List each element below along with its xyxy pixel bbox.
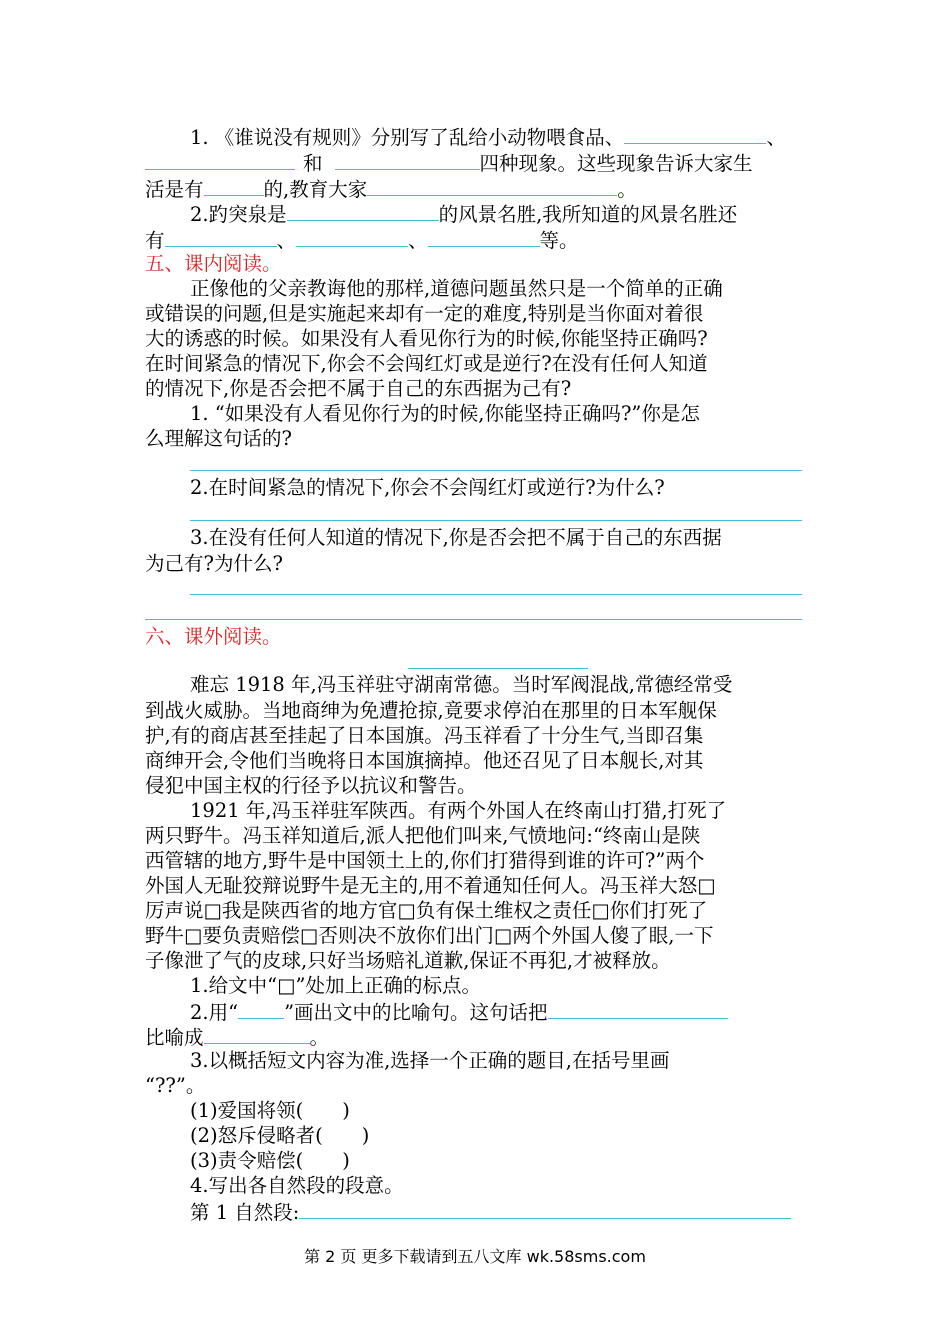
s6-p2-line: 野牛□要负责赔偿□否则决不放你们出门□两个外国人傻了眼,一下 — [145, 924, 714, 947]
s5-q3-line1: 3.在没有任何人知道的情况下,你是否会把不属于自己的东西据 — [190, 526, 722, 549]
answer-blank[interactable] — [287, 200, 439, 221]
answer-line[interactable] — [145, 619, 802, 620]
s4-q1-line2: 和 四种现象。这些现象告诉大家生 — [145, 149, 805, 177]
underline-sample — [238, 998, 284, 1019]
s6-p1-line: 护,有的商店甚至挂起了日本国旗。冯玉祥看了十分生气,当即召集 — [145, 724, 704, 747]
answer-blank[interactable] — [145, 149, 295, 170]
s6-q2-line1: 2.用“ ”画出文中的比喻句。这句话把 — [190, 998, 850, 1026]
s6-q4: 4.写出各自然段的段意。 — [190, 1174, 404, 1197]
s5-passage-line: 或错误的问题,但是实施起来却有一定的难度,特别是当你面对着很 — [145, 302, 704, 325]
s6-q4-p1: 第 1 自然段: — [190, 1198, 850, 1226]
s4-q1-line3: 活是有 的,教育大家 。 — [145, 175, 805, 203]
s5-passage-line: 在时间紧急的情况下,你会不会闯红灯或是逆行?在没有任何人知道 — [145, 352, 708, 375]
s4-q2-line1: 2.趵突泉是 的风景名胜,我所知道的风景名胜还 — [190, 200, 850, 228]
s6-p2-line: 西管辖的地方,野牛是中国领土上的,你们打猎得到谁的许可?”两个 — [145, 849, 705, 872]
s6-p2-line: 厉声说□我是陕西省的地方官□负有保土维权之责任□你们打死了 — [145, 899, 708, 922]
answer-line[interactable] — [190, 470, 802, 471]
answer-blank[interactable] — [165, 226, 277, 247]
answer-blank[interactable] — [548, 998, 728, 1019]
s5-q1-line1: 1. “如果没有人看见你行为的时候,你能坚持正确吗?”你是怎 — [190, 402, 700, 425]
s6-p2-line: 子像泄了气的皮球,只好当场赔礼道歉,保证不再犯,才被释放。 — [145, 949, 671, 972]
s6-p1-line: 难忘 1918 年,冯玉祥驻守湖南常德。当时军阀混战,常德经常受 — [190, 673, 733, 696]
answer-blank[interactable] — [367, 175, 617, 196]
answer-blank[interactable] — [204, 175, 264, 196]
s6-option[interactable]: (2)怒斥侵略者( ) — [190, 1124, 370, 1147]
s6-p2-line: 1921 年,冯玉祥驻军陕西。有两个外国人在终南山打猎,打死了 — [190, 799, 727, 822]
section5-heading: 五、课内阅读。 — [145, 252, 282, 275]
section6-heading: 六、课外阅读。 — [145, 625, 282, 648]
s6-option[interactable]: (1)爱国将领( ) — [190, 1099, 350, 1122]
s5-passage-line: 正像他的父亲教诲他的那样,道德问题虽然只是一个简单的正确 — [190, 277, 723, 300]
s6-p1-line: 侵犯中国主权的行径予以抗议和警告。 — [145, 774, 477, 797]
s4-q1-line1: 1. 《谁说没有规则》分别写了乱给小动物喂食品、 、 — [190, 123, 850, 151]
s6-p2-line: 两只野牛。冯玉祥知道后,派人把他们叫来,气愤地问:“终南山是陕 — [145, 824, 701, 847]
s6-p1-line: 到战火威胁。当地商绅为免遭抢掠,竟要求停泊在那里的日本军舰保 — [145, 699, 717, 722]
s5-q2: 2.在时间紧急的情况下,你会不会闯红灯或逆行?为什么? — [190, 476, 665, 499]
s6-option[interactable]: (3)责令赔偿( ) — [190, 1149, 350, 1172]
s6-q1: 1.给文中“□”处加上正确的标点。 — [190, 974, 481, 997]
answer-line[interactable] — [190, 520, 802, 521]
answer-blank[interactable] — [296, 226, 408, 247]
answer-blank[interactable] — [624, 123, 766, 144]
s5-passage-line: 大的诱惑的时候。如果没有人看见你行为的时候,你能坚持正确吗? — [145, 327, 708, 350]
answer-blank[interactable] — [204, 1023, 310, 1044]
answer-blank[interactable] — [299, 1198, 791, 1219]
page-footer: 第 2 页 更多下载请到五八文库 wk.58sms.com — [304, 1247, 646, 1266]
s5-q3-line2: 为己有?为什么? — [145, 552, 283, 575]
answer-line[interactable] — [190, 594, 802, 595]
title-blank[interactable] — [408, 668, 588, 669]
s6-q3-line1: 3.以概括短文内容为准,选择一个正确的题目,在括号里画 — [190, 1049, 670, 1072]
answer-blank[interactable] — [428, 226, 540, 247]
answer-blank[interactable] — [335, 149, 480, 170]
s4-q2-line2: 有 、 、 等。 — [145, 226, 805, 254]
s6-q2-line2: 比喻成 。 — [145, 1023, 805, 1051]
s5-passage-line: 的情况下,你是否会把不属于自己的东西据为己有? — [145, 377, 572, 400]
s6-q3-line2: “??”。 — [145, 1074, 206, 1097]
s6-p1-line: 商绅开会,令他们当晚将日本国旗摘掉。他还召见了日本舰长,对其 — [145, 749, 704, 772]
s6-p2-line: 外国人无耻狡辩说野牛是无主的,用不着通知任何人。冯玉祥大怒□ — [145, 874, 716, 897]
s5-q1-line2: 么理解这句话的? — [145, 427, 292, 450]
